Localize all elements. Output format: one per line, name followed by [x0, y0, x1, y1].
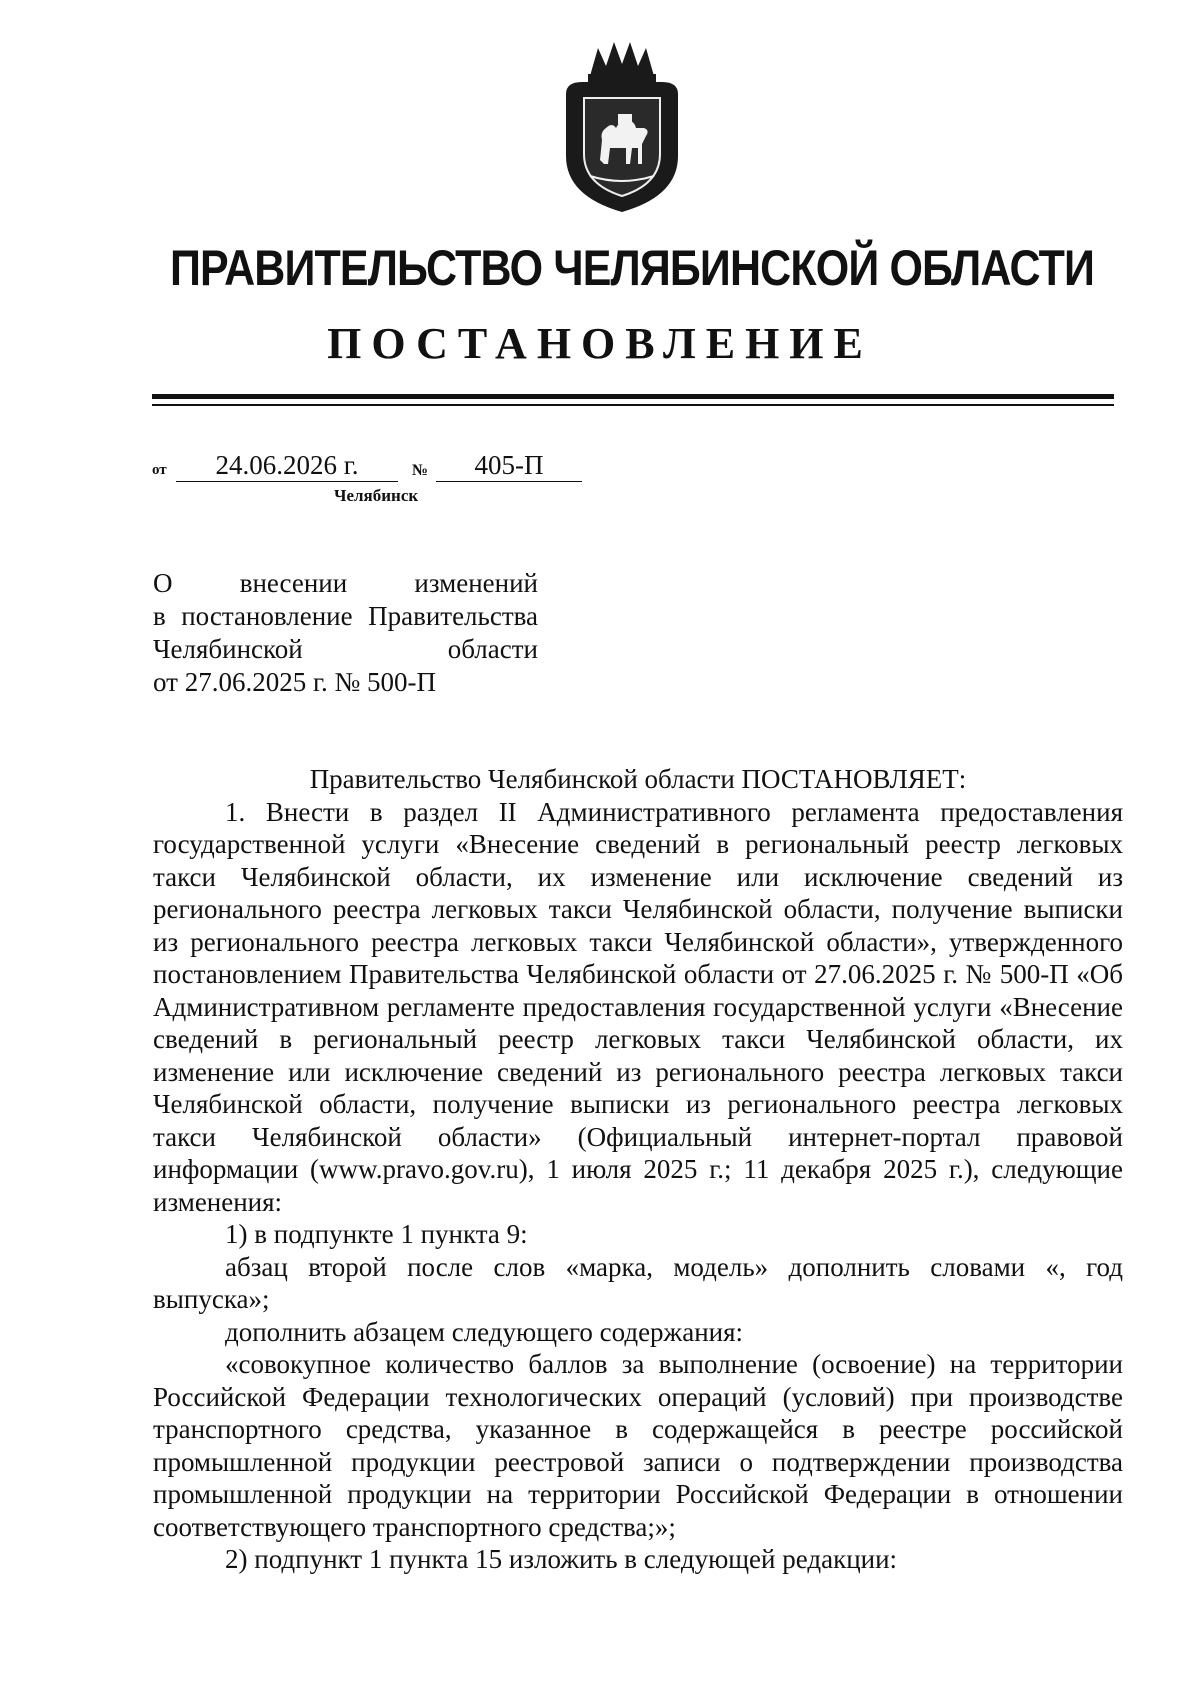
government-title: ПРАВИТЕЛЬСТВО ЧЕЛЯБИНСКОЙ ОБЛАСТИ — [170, 240, 1095, 296]
document-type-title: ПОСТАНОВЛЕНИЕ — [327, 319, 873, 368]
subject-line: Челябинской области — [153, 634, 538, 664]
header-rule-thick — [152, 394, 1114, 399]
subject-line: в постановление Правительства — [153, 601, 538, 631]
document-body — [153, 763, 1123, 1576]
date-prefix-label: от — [152, 462, 167, 478]
coat-of-arms-icon — [560, 36, 684, 214]
document-number: 405-П — [436, 449, 582, 482]
preamble: Правительство Челябинской области ПОСТАНОВЛЯЕТ: — [309, 764, 967, 794]
number-prefix-label: № — [412, 462, 429, 479]
header-rule-thin — [152, 404, 1114, 406]
subject-line: от 27.06.2025 г. № 500-П — [153, 667, 436, 697]
issue-city: Челябинск — [334, 486, 419, 505]
body-paragraph: 1. Внести в раздел II Административного регламента предоставления государственной услуги «Внесение сведений в региональный реестр легковых такси Челябинской области, их изменение или исключение сведений из регионального реестра легковых такси Челябинской области, получение выписки из регионального реестра легковых такси Челябинской области», утвержденного постановлением Правительства Челябинской области от 27.06.2025 г. № 500-П «Об Административном регламенте предоставления государственной услуги «Внесение сведений в региональный реестр легковых такси Челябинской области, их изменение или исключение сведений из регионального реестра легковых такси Челябинской области, получение выписки из регионального реестра легковых такси Челябинской области» (Официальный интернет-портал правовой информации (www.pravo.gov.ru), 1 июля 2025 г.; 11 декабря 2025 г.), следующие изменения: — [153, 796, 1123, 1217]
body-paragraph: «совокупное количество баллов за выполнение (освоение) на территории Российской Федерации технологических операций (условий) при производстве транспортного средства, указанное в содержащейся в реестре российской промышленной продукции реестровой записи о подтверждении производства промышленной продукции на территории Российской Федерации в отношении соответствующего транспортного средства;»; — [153, 1349, 1123, 1542]
body-paragraph: 1) в подпункте 1 пункта 9: — [225, 1219, 528, 1249]
subject-line: О внесении изменений — [153, 568, 538, 598]
document-date: 24.06.2026 г. — [176, 449, 398, 482]
body-paragraph: абзац второй после слов «марка, модель» дополнить словами «, год выпуска»; — [153, 1251, 1123, 1314]
document-subject — [153, 567, 538, 699]
body-paragraph: дополнить абзацем следующего содержания: — [225, 1316, 744, 1347]
body-paragraph: 2) подпункт 1 пункта 15 изложить в следующей редакции: — [225, 1544, 898, 1574]
